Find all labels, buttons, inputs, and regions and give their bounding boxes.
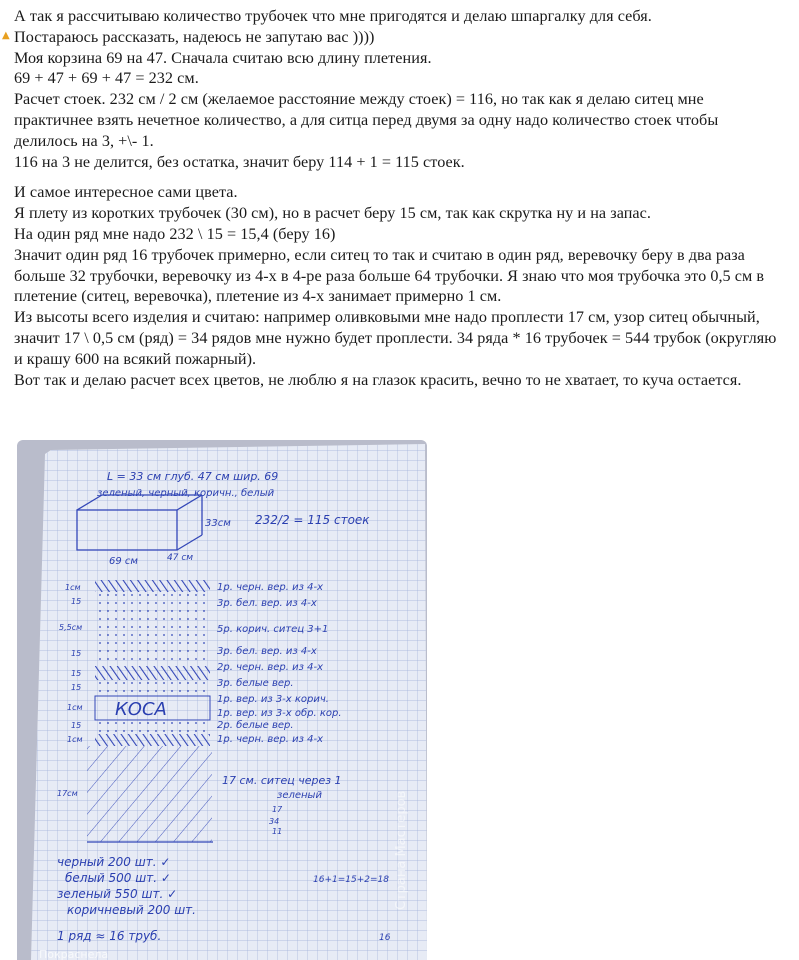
svg-text:5р. корич. ситец 3+1: 5р. корич. ситец 3+1: [217, 624, 329, 635]
paragraph: Моя корзина 69 на 47. Сначала считаю всю длину плетения.: [14, 48, 432, 67]
paragraph: 116 на 3 не делится, без остатка, значит беру 114 + 1 = 115 стоек.: [14, 152, 465, 171]
stake-calc: 232/2 = 115 стоек: [255, 513, 370, 527]
paragraph: Значит один ряд 16 трубочек примерно, если ситец то так и считаю в один ряд, веревочку беру в два раза больше 32 трубочки, веревочку из 4-х в 4-ре раза больше 64 трубочки. Я знаю что моя трубочка это 0,5 см в плетение (ситец, веревочка), плетение из 4-х занимает примерно 1 см.: [14, 245, 765, 306]
svg-text:3р. белые вер.: 3р. белые вер.: [217, 678, 294, 689]
paragraph: Постараюсь рассказать, надеюсь не запутаю вас )))): [14, 27, 375, 46]
band-black: [95, 580, 210, 592]
bullet-marker: ▲: [2, 30, 10, 41]
box-width-label: 69 см: [109, 556, 138, 567]
svg-text:коричневый 200 шт.: коричневый 200 шт.: [67, 903, 196, 917]
header-dimensions: L = 33 см глуб. 47 см шир. 69: [107, 470, 279, 483]
svg-text:5,5см: 5,5см: [59, 623, 83, 632]
svg-text:черный 200 шт. ✓: черный 200 шт. ✓: [57, 855, 171, 869]
band-white-4: [95, 720, 210, 734]
fraction-bot: 11: [272, 827, 283, 836]
svg-text:белый 500 шт. ✓: белый 500 шт. ✓: [65, 871, 171, 885]
article-text: [14, 6, 786, 390]
band-white-3: [95, 680, 210, 696]
band-white: [95, 592, 210, 612]
paragraph-gap: [14, 172, 786, 182]
band-white-2: [95, 648, 210, 666]
paragraph: И самое интересное сами цвета.: [14, 183, 238, 202]
svg-text:2р. черн. вер. из 4-х: 2р. черн. вер. из 4-х: [217, 662, 324, 673]
svg-text:1см: 1см: [67, 703, 83, 712]
svg-text:1р. черн. вер. из 4-х: 1р. черн. вер. из 4-х: [217, 734, 324, 745]
band-brown: [95, 612, 210, 648]
paragraph: А так я рассчитываю количество трубочек что мне пригодятся и делаю шпаргалку для себя.: [14, 7, 652, 25]
kosa-label: КОСА: [115, 699, 167, 720]
paragraph: Я плету из коротких трубочек (30 см), но в расчет беру 15 см, так как скрутка ну и на запас.: [14, 204, 651, 223]
notebook-photo: [17, 440, 427, 960]
svg-text:3р. бел. вер. из 4-х: 3р. бел. вер. из 4-х: [217, 646, 317, 657]
paragraph: Из высоты всего изделия и считаю: например оливковыми мне надо проплести 17 см, узор ситец обычный, значит 17 \ 0,5 см (ряд) = 34 рядов мне нужно будет проплести. 34 ряда * 16 трубочек = 544 трубок (округляю и крашу 600 на всякий пожарный).: [14, 308, 777, 368]
fraction-mid: 34: [269, 817, 280, 826]
box-height-label: 33см: [205, 518, 231, 529]
watermark: Страна Мастеров: [394, 790, 409, 910]
header-colors: зеленый, черный, коричн., белый: [97, 488, 275, 499]
svg-text:3р. бел. вер. из 4-х: 3р. бел. вер. из 4-х: [217, 598, 317, 609]
band-green: [87, 746, 212, 842]
svg-text:15: 15: [71, 597, 82, 606]
paragraph: На один ряд мне надо 232 \ 15 = 15,4 (беру 16): [14, 224, 336, 243]
svg-text:15: 15: [71, 683, 82, 692]
box-depth-label: 47 см: [167, 553, 194, 563]
band-black-2: [95, 666, 210, 680]
svg-text:2р. белые вер.: 2р. белые вер.: [217, 720, 294, 731]
corner-number: 16: [379, 933, 391, 943]
notebook-sheet: [17, 440, 427, 960]
band-black-3: [95, 734, 210, 746]
svg-text:15: 15: [71, 721, 82, 730]
fraction-top: 17: [272, 805, 283, 814]
svg-text:зеленый 550 шт. ✓: зеленый 550 шт. ✓: [57, 887, 178, 901]
svg-text:17см: 17см: [57, 789, 78, 798]
side-sum: 16+1=15+2=18: [313, 875, 389, 885]
paragraph: Расчет стоек. 232 см / 2 см (желаемое расстояние между стоек) = 116, но так как я делаю ситец мне практичнее взять нечетное количество, а для ситца перед двумя за одну надо количество стоек чтобы делилось на 3, +\- 1.: [14, 90, 719, 150]
svg-text:1р. черн. вер. из 4-х: 1р. черн. вер. из 4-х: [217, 582, 324, 593]
svg-text:1р. вер. из 3-х обр. кор.: 1р. вер. из 3-х обр. кор.: [217, 708, 342, 719]
svg-text:15: 15: [71, 669, 82, 678]
paragraph: Вот так и делаю расчет всех цветов, не люблю я на глазок красить, вечно то не хватает, то куча остается.: [14, 370, 742, 389]
footer-note: 1 ряд ≈ 16 труб.: [57, 929, 162, 943]
svg-text:1см: 1см: [65, 583, 81, 592]
svg-text:1р. вер. из 3-х корич.: 1р. вер. из 3-х корич.: [217, 694, 329, 705]
green-note: 17 см. ситец через 1: [222, 774, 342, 787]
svg-text:15: 15: [71, 649, 82, 658]
green-note-color: зеленый: [277, 790, 322, 801]
bottom-watermark: Покраснела: [39, 948, 109, 960]
paragraph: 69 + 47 + 69 + 47 = 232 см.: [14, 69, 199, 88]
svg-text:1см: 1см: [67, 735, 83, 744]
